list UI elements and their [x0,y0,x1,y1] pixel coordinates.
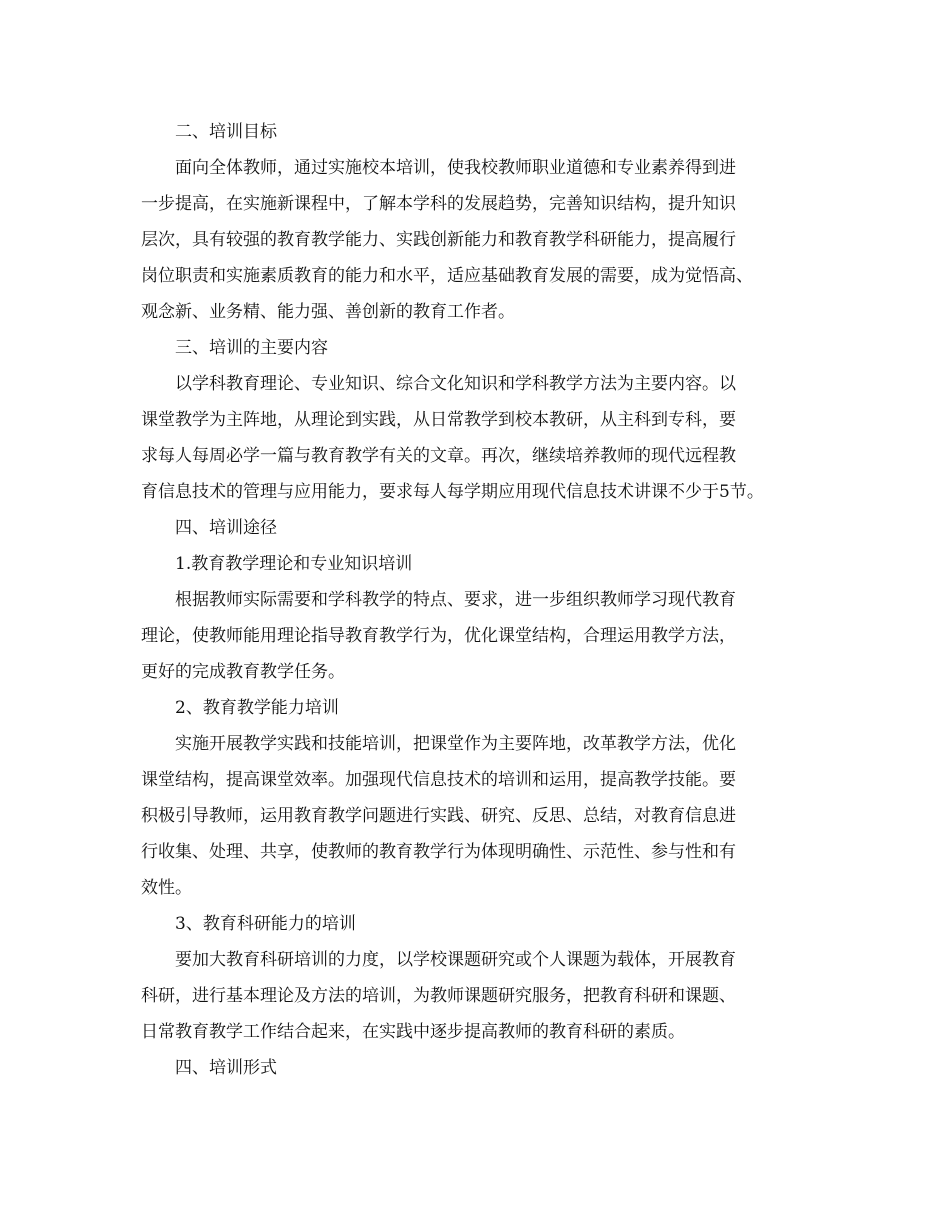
paragraph-line: 理论，使教师能用理论指导教育教学行为，优化课堂结构，合理运用教学方法， [141,626,736,646]
paragraph-line-indented: 根据教师实际需要和学科教学的特点、要求，进一步组织教师学习现代教育 [175,590,736,610]
paragraph-line: 岗位职责和实施素质教育的能力和水平，适应基础教育发展的需要，成为觉悟高、 [141,266,753,286]
paragraph-line: 育信息技术的管理与应用能力，要求每人每学期应用现代信息技术讲课不少于5节。 [141,482,764,502]
paragraph-line: 日常教育教学工作结合起来，在实践中逐步提高教师的教育科研的素质。 [141,1022,685,1042]
paragraph-line-indented: 1.教育教学理论和专业知识培训 [175,554,413,574]
paragraph-line: 求每人每周必学一篇与教育教学有关的文章。再次，继续培养教师的现代远程教 [141,446,736,466]
paragraph-line-indented: 四、培训途径 [175,518,277,538]
paragraph-line-indented: 面向全体教师，通过实施校本培训，使我校教师职业道德和专业素养得到进 [175,158,736,178]
paragraph-line: 层次，具有较强的教育教学能力、实践创新能力和教育教学科研能力，提高履行 [141,230,736,250]
paragraph-line-indented: 2、教育教学能力培训 [175,698,339,718]
paragraph-line-indented: 要加大教育科研培训的力度，以学校课题研究或个人课题为载体，开展教育 [175,950,736,970]
paragraph-line: 效性。 [141,878,192,898]
paragraph-line: 课堂结构，提高课堂效率。加强现代信息技术的培训和运用，提高教学技能。要 [141,770,736,790]
paragraph-line: 一步提高，在实施新课程中，了解本学科的发展趋势，完善知识结构，提升知识 [141,194,736,214]
paragraph-line-indented: 实施开展教学实践和技能培训，把课堂作为主要阵地，改革教学方法，优化 [175,734,736,754]
paragraph-line-indented: 以学科教育理论、专业知识、综合文化知识和学科教学方法为主要内容。以 [175,374,736,394]
paragraph-line: 科研，进行基本理论及方法的培训，为教师课题研究服务，把教育科研和课题、 [141,986,736,1006]
paragraph-line-indented: 二、培训目标 [175,122,277,142]
paragraph-line: 观念新、业务精、能力强、善创新的教育工作者。 [141,302,515,322]
paragraph-line: 更好的完成教育教学任务。 [141,662,345,682]
paragraph-line: 课堂教学为主阵地，从理论到实践，从日常教学到校本教研，从主科到专科，要 [141,410,736,430]
document-body [141,114,821,1086]
paragraph-line-indented: 3、教育科研能力的培训 [175,914,356,934]
paragraph-line: 积极引导教师，运用教育教学问题进行实践、研究、反思、总结，对教育信息进 [141,806,736,826]
paragraph-line-indented: 三、培训的主要内容 [175,338,328,358]
paragraph-line-indented: 四、培训形式 [175,1058,277,1078]
paragraph-line: 行收集、处理、共享，使教师的教育教学行为体现明确性、示范性、参与性和有 [141,842,736,862]
